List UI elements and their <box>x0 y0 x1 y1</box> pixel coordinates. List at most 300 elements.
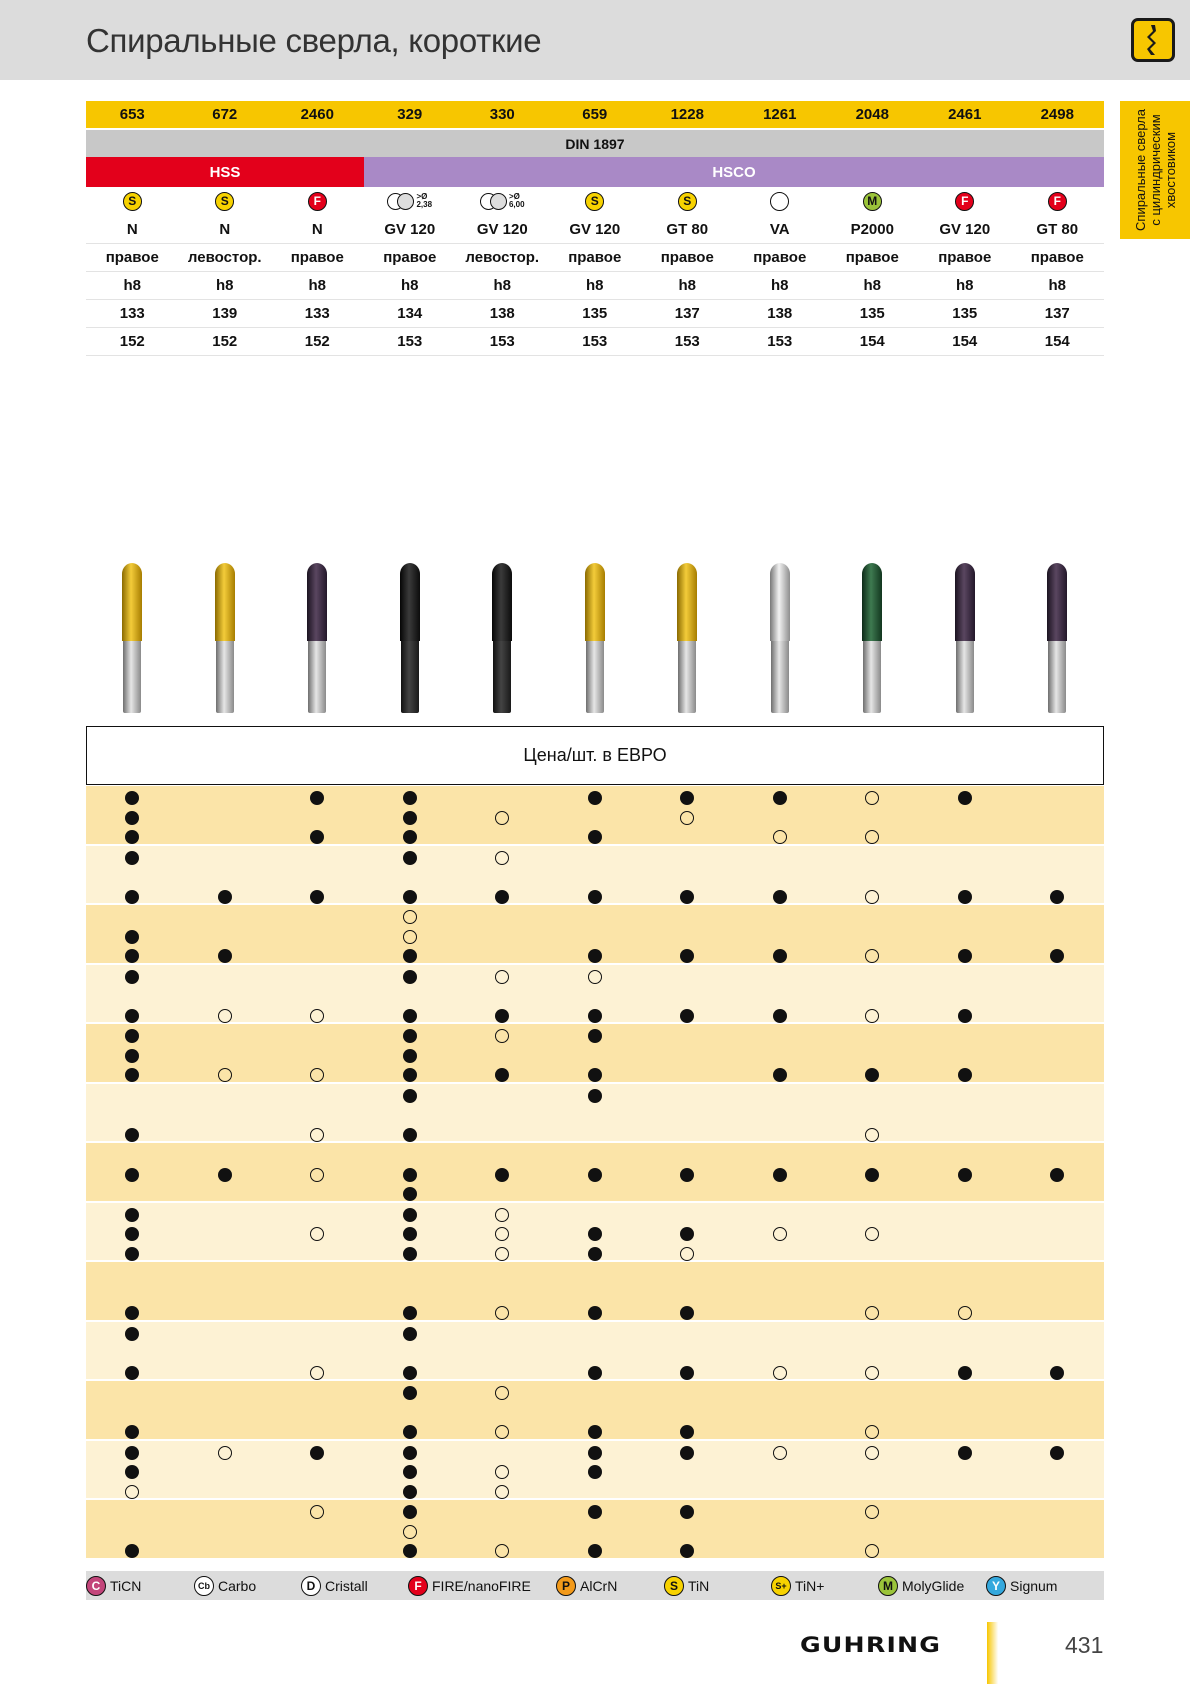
coating-badge-icon: F <box>1048 192 1067 211</box>
tolerance: h8 <box>493 276 511 294</box>
primary-suitability-dot <box>588 1029 602 1043</box>
primary-suitability-dot <box>680 1009 694 1023</box>
primary-suitability-dot <box>310 791 324 805</box>
coating-badge-icon: P <box>556 1576 576 1596</box>
primary-suitability-dot <box>680 1446 694 1460</box>
secondary-suitability-dot <box>403 930 417 944</box>
primary-suitability-dot <box>495 1009 509 1023</box>
legend-item <box>664 1571 709 1600</box>
coating-cell <box>271 187 364 215</box>
primary-suitability-dot <box>588 890 602 904</box>
primary-suitability-dot <box>588 1009 602 1023</box>
primary-suitability-dot <box>495 1168 509 1182</box>
coating-cell <box>734 187 827 215</box>
catalog-page-ref: 133 <box>119 304 145 322</box>
legend-item <box>408 1571 531 1600</box>
primary-suitability-dot <box>403 1465 417 1479</box>
drill-image <box>400 563 420 713</box>
cutting-direction: правое <box>753 248 807 266</box>
cutting-direction: правое <box>105 248 159 266</box>
coating-badge-icon: C <box>86 1576 106 1596</box>
primary-suitability-dot <box>588 1544 602 1558</box>
primary-suitability-dot <box>403 1425 417 1439</box>
catalog-page-ref: 134 <box>397 304 423 322</box>
primary-suitability-dot <box>125 890 139 904</box>
page-ref-row-b <box>86 327 1104 356</box>
catalog-page-ref: 135 <box>952 304 978 322</box>
coating-cell <box>641 187 734 215</box>
primary-suitability-dot <box>680 890 694 904</box>
primary-suitability-dot <box>403 1386 417 1400</box>
material-band <box>86 1500 1104 1558</box>
cutting-direction: правое <box>660 248 714 266</box>
price-page-ref: 154 <box>859 332 885 350</box>
primary-suitability-dot <box>403 949 417 963</box>
legend-item <box>771 1571 824 1600</box>
secondary-suitability-dot <box>865 1425 879 1439</box>
drill-image <box>215 563 235 713</box>
secondary-suitability-dot <box>865 890 879 904</box>
drill-type: GV 120 <box>476 220 528 238</box>
primary-suitability-dot <box>680 1505 694 1519</box>
drill-type: GV 120 <box>939 220 991 238</box>
secondary-suitability-dot <box>310 1168 324 1182</box>
primary-suitability-dot <box>958 791 972 805</box>
primary-suitability-dot <box>588 1366 602 1380</box>
secondary-suitability-dot <box>773 1366 787 1380</box>
primary-suitability-dot <box>125 791 139 805</box>
legend-label: FIRE/nanoFIRE <box>432 1577 531 1594</box>
legend-label: TiN+ <box>795 1577 825 1594</box>
catalog-page-ref: 137 <box>674 304 700 322</box>
secondary-suitability-dot <box>495 851 509 865</box>
primary-suitability-dot <box>125 949 139 963</box>
secondary-suitability-dot <box>865 1505 879 1519</box>
primary-suitability-dot <box>588 949 602 963</box>
legend-item <box>878 1571 964 1600</box>
primary-suitability-dot <box>958 1068 972 1082</box>
secondary-suitability-dot <box>865 1366 879 1380</box>
legend-item <box>86 1571 141 1600</box>
legend-label: Signum <box>1010 1577 1058 1594</box>
secondary-suitability-dot <box>773 1227 787 1241</box>
primary-suitability-dot <box>125 1128 139 1142</box>
drill-image <box>955 563 975 713</box>
primary-suitability-dot <box>403 1544 417 1558</box>
material-band <box>86 786 1104 844</box>
material-band <box>86 1262 1104 1320</box>
secondary-suitability-dot <box>680 1247 694 1261</box>
cutting-direction: левостор. <box>187 248 262 266</box>
cutting-direction: левостор. <box>465 248 540 266</box>
legend-label: Cristall <box>325 1577 368 1594</box>
primary-suitability-dot <box>773 1009 787 1023</box>
primary-suitability-dot <box>310 1446 324 1460</box>
primary-suitability-dot <box>958 1009 972 1023</box>
primary-suitability-dot <box>125 1306 139 1320</box>
primary-suitability-dot <box>403 1306 417 1320</box>
primary-suitability-dot <box>125 811 139 825</box>
primary-suitability-dot <box>1050 1168 1064 1182</box>
secondary-suitability-dot <box>125 1485 139 1499</box>
coating-badge-icon: M <box>878 1576 898 1596</box>
article-code: 1261 <box>763 106 797 123</box>
din-row <box>86 130 1104 157</box>
primary-suitability-dot <box>958 1446 972 1460</box>
secondary-suitability-dot <box>865 830 879 844</box>
primary-suitability-dot <box>588 1446 602 1460</box>
secondary-suitability-dot <box>865 949 879 963</box>
secondary-suitability-dot <box>495 1386 509 1400</box>
article-code: 672 <box>212 106 238 123</box>
brand-logo: GUHRING <box>800 1633 942 1657</box>
catalog-page-ref: 133 <box>304 304 330 322</box>
primary-suitability-dot <box>680 791 694 805</box>
primary-suitability-dot <box>403 1366 417 1380</box>
page-ref-row-a <box>86 299 1104 328</box>
material-band <box>86 965 1104 1023</box>
dual-coating-icon <box>480 193 525 210</box>
article-code: 2461 <box>948 106 982 123</box>
primary-suitability-dot <box>125 1366 139 1380</box>
secondary-suitability-dot <box>865 1227 879 1241</box>
page-title: Спиральные сверла, короткие <box>86 22 542 59</box>
price-page-ref: 153 <box>582 332 608 350</box>
drill-type: GV 120 <box>384 220 436 238</box>
primary-suitability-dot <box>125 1465 139 1479</box>
price-page-ref: 154 <box>952 332 978 350</box>
article-code: 1228 <box>670 106 704 123</box>
tool-images <box>86 563 1104 713</box>
primary-suitability-dot <box>773 1168 787 1182</box>
primary-suitability-dot <box>125 930 139 944</box>
coating-cell <box>86 187 179 215</box>
tolerance: h8 <box>123 276 141 294</box>
primary-suitability-dot <box>958 1168 972 1182</box>
primary-suitability-dot <box>125 1227 139 1241</box>
coating-cell <box>919 187 1012 215</box>
coating-badge-icon: S <box>678 192 697 211</box>
article-code: 329 <box>397 106 423 123</box>
article-code: 2460 <box>300 106 334 123</box>
price-header <box>86 726 1104 785</box>
tolerance: h8 <box>863 276 881 294</box>
primary-suitability-dot <box>403 1485 417 1499</box>
price-page-ref: 153 <box>489 332 515 350</box>
primary-suitability-dot <box>588 1425 602 1439</box>
secondary-suitability-dot <box>495 970 509 984</box>
price-page-ref: 154 <box>1044 332 1070 350</box>
side-tab-line: с цилиндрическим <box>1147 114 1163 226</box>
group-hss: HSS <box>86 157 364 187</box>
coating-badge-icon: Cb <box>194 1576 214 1596</box>
primary-suitability-dot <box>403 1505 417 1519</box>
coating-legend <box>86 1571 1104 1600</box>
price-page-ref: 153 <box>767 332 793 350</box>
material-band <box>86 1381 1104 1439</box>
primary-suitability-dot <box>403 1227 417 1241</box>
secondary-suitability-dot <box>773 830 787 844</box>
secondary-suitability-dot <box>588 970 602 984</box>
side-tab-label <box>1120 101 1190 239</box>
primary-suitability-dot <box>310 890 324 904</box>
legend-label: Carbo <box>218 1577 257 1594</box>
tolerance: h8 <box>400 276 419 294</box>
primary-suitability-dot <box>958 949 972 963</box>
price-page-ref: 152 <box>119 332 145 350</box>
type-row <box>86 215 1104 244</box>
material-band <box>86 1322 1104 1380</box>
primary-suitability-dot <box>1050 890 1064 904</box>
cutting-direction: правое <box>845 248 899 266</box>
primary-suitability-dot <box>588 1306 602 1320</box>
secondary-suitability-dot <box>495 1465 509 1479</box>
secondary-suitability-dot <box>495 1227 509 1241</box>
side-tab-line: хвостовиком <box>1162 131 1178 209</box>
secondary-suitability-dot <box>865 1128 879 1142</box>
price-page-ref: 152 <box>304 332 330 350</box>
primary-suitability-dot <box>403 1247 417 1261</box>
secondary-suitability-dot <box>865 1544 879 1558</box>
primary-suitability-dot <box>588 1089 602 1103</box>
secondary-suitability-dot <box>680 811 694 825</box>
drill-type: GV 120 <box>569 220 621 238</box>
primary-suitability-dot <box>1050 1446 1064 1460</box>
tolerance: h8 <box>215 276 234 294</box>
drill-image <box>1047 563 1067 713</box>
primary-suitability-dot <box>865 1068 879 1082</box>
drill-type: VA <box>769 220 790 238</box>
material-band <box>86 905 1104 963</box>
coating-cell <box>1011 187 1104 215</box>
primary-suitability-dot <box>773 791 787 805</box>
primary-suitability-dot <box>403 1208 417 1222</box>
secondary-suitability-dot <box>495 1208 509 1222</box>
coating-cell <box>364 187 457 215</box>
primary-suitability-dot <box>125 1327 139 1341</box>
article-code: 2498 <box>1040 106 1074 123</box>
direction-row <box>86 243 1104 272</box>
drill-type: N <box>219 220 231 238</box>
primary-suitability-dot <box>403 1446 417 1460</box>
coating-badge-icon: M <box>863 192 882 211</box>
primary-suitability-dot <box>403 791 417 805</box>
primary-suitability-dot <box>1050 1366 1064 1380</box>
primary-suitability-dot <box>125 970 139 984</box>
secondary-suitability-dot <box>865 791 879 805</box>
group-hsco: HSCO <box>364 157 1104 187</box>
coating-badge-icon: S <box>664 1576 684 1596</box>
primary-suitability-dot <box>403 1168 417 1182</box>
primary-suitability-dot <box>310 830 324 844</box>
article-code: 659 <box>582 106 608 123</box>
primary-suitability-dot <box>403 970 417 984</box>
secondary-suitability-dot <box>865 1446 879 1460</box>
secondary-suitability-dot <box>310 1009 324 1023</box>
primary-suitability-dot <box>403 1049 417 1063</box>
primary-suitability-dot <box>773 890 787 904</box>
primary-suitability-dot <box>773 949 787 963</box>
tolerance: h8 <box>1048 276 1066 294</box>
coating-badge-icon: Y <box>986 1576 1006 1596</box>
secondary-suitability-dot <box>958 1306 972 1320</box>
coating-diameter-note: >Ø 6,00 <box>508 192 525 209</box>
catalog-page-ref: 139 <box>212 304 238 322</box>
article-code: 653 <box>119 106 145 123</box>
primary-suitability-dot <box>588 1505 602 1519</box>
primary-suitability-dot <box>588 791 602 805</box>
primary-suitability-dot <box>125 1247 139 1261</box>
dual-coating-icon <box>387 193 432 210</box>
drill-type: P2000 <box>850 220 894 238</box>
primary-suitability-dot <box>125 1425 139 1439</box>
coating-badge-icon: D <box>301 1576 321 1596</box>
catalog-page-ref: 138 <box>489 304 515 322</box>
primary-suitability-dot <box>125 1049 139 1063</box>
material-band <box>86 846 1104 904</box>
primary-suitability-dot <box>588 1227 602 1241</box>
secondary-suitability-dot <box>773 1446 787 1460</box>
page-header <box>0 0 1190 80</box>
coating-badge-icon: S <box>215 192 234 211</box>
material-band <box>86 1084 1104 1142</box>
legend-item <box>556 1571 617 1600</box>
primary-suitability-dot <box>680 1366 694 1380</box>
primary-suitability-dot <box>125 1068 139 1082</box>
coating-badge-icon: F <box>408 1576 428 1596</box>
primary-suitability-dot <box>588 830 602 844</box>
primary-suitability-dot <box>125 851 139 865</box>
secondary-suitability-dot <box>310 1068 324 1082</box>
drill-type: N <box>126 220 138 238</box>
secondary-suitability-dot <box>403 910 417 924</box>
legend-item <box>986 1571 1057 1600</box>
coating-badge-icon <box>770 192 789 211</box>
primary-suitability-dot <box>680 1544 694 1558</box>
primary-suitability-dot <box>403 1089 417 1103</box>
price-page-ref: 152 <box>212 332 238 350</box>
secondary-suitability-dot <box>495 811 509 825</box>
primary-suitability-dot <box>403 1128 417 1142</box>
secondary-suitability-dot <box>495 1306 509 1320</box>
drill-image <box>492 563 512 713</box>
price-page-ref: 153 <box>397 332 423 350</box>
material-band <box>86 1143 1104 1201</box>
article-code-row <box>86 101 1104 128</box>
primary-suitability-dot <box>495 1068 509 1082</box>
primary-suitability-dot <box>218 949 232 963</box>
primary-suitability-dot <box>403 1327 417 1341</box>
primary-suitability-dot <box>218 890 232 904</box>
primary-suitability-dot <box>680 1168 694 1182</box>
drill-icon <box>1131 18 1175 62</box>
tolerance: h8 <box>770 276 789 294</box>
side-tab[interactable] <box>1120 101 1190 239</box>
cutting-direction: правое <box>568 248 622 266</box>
price-label: Цена/шт. в ЕВРО <box>523 745 667 765</box>
coating-badge-icon: S <box>123 192 142 211</box>
coating-cell <box>456 187 549 215</box>
secondary-suitability-dot <box>403 1525 417 1539</box>
drill-image <box>677 563 697 713</box>
primary-suitability-dot <box>403 851 417 865</box>
secondary-suitability-dot <box>310 1366 324 1380</box>
drill-image <box>770 563 790 713</box>
cutting-direction: правое <box>383 248 437 266</box>
coating-cell <box>179 187 272 215</box>
article-code: 2048 <box>855 106 889 123</box>
page-number: 431 <box>1065 1632 1104 1658</box>
primary-suitability-dot <box>125 1208 139 1222</box>
tolerance: h8 <box>955 276 974 294</box>
legend-label: TiN <box>688 1577 710 1594</box>
tolerance: h8 <box>678 276 696 294</box>
secondary-suitability-dot <box>310 1505 324 1519</box>
coating-badge-icon: S <box>585 192 604 211</box>
coating-badge-icon: F <box>308 192 327 211</box>
secondary-suitability-dot <box>495 1247 509 1261</box>
primary-suitability-dot <box>495 890 509 904</box>
din-label: DIN 1897 <box>565 135 625 152</box>
drill-type: GT 80 <box>1036 220 1079 238</box>
primary-suitability-dot <box>773 1068 787 1082</box>
cutting-direction: правое <box>938 248 992 266</box>
secondary-suitability-dot <box>495 1029 509 1043</box>
primary-suitability-dot <box>403 890 417 904</box>
legend-item <box>194 1571 256 1600</box>
primary-suitability-dot <box>403 1029 417 1043</box>
coating-badge-icon: F <box>955 192 974 211</box>
primary-suitability-dot <box>125 1029 139 1043</box>
coating-badge-icon: S+ <box>771 1576 791 1596</box>
primary-suitability-dot <box>125 1168 139 1182</box>
catalog-page-ref: 137 <box>1044 304 1070 322</box>
tolerance: h8 <box>308 276 326 294</box>
tolerance: h8 <box>585 276 604 294</box>
coating-cell <box>826 187 919 215</box>
primary-suitability-dot <box>403 830 417 844</box>
primary-suitability-dot <box>680 1306 694 1320</box>
coating-diameter-note: >Ø 2,38 <box>416 192 433 209</box>
coating-row <box>86 187 1104 215</box>
primary-suitability-dot <box>125 1544 139 1558</box>
drill-type: GT 80 <box>666 220 709 238</box>
secondary-suitability-dot <box>495 1544 509 1558</box>
secondary-suitability-dot <box>865 1009 879 1023</box>
tolerance-row <box>86 271 1104 300</box>
price-page-ref: 153 <box>674 332 700 350</box>
primary-suitability-dot <box>125 1009 139 1023</box>
material-band <box>86 1203 1104 1261</box>
primary-suitability-dot <box>588 1068 602 1082</box>
primary-suitability-dot <box>403 1187 417 1201</box>
catalog-page-ref: 135 <box>582 304 608 322</box>
legend-label: MolyGlide <box>902 1577 965 1594</box>
article-code: 330 <box>489 106 515 123</box>
primary-suitability-dot <box>958 1366 972 1380</box>
footer-accent-bar <box>987 1622 1001 1684</box>
primary-suitability-dot <box>680 1227 694 1241</box>
secondary-suitability-dot <box>865 1306 879 1320</box>
primary-suitability-dot <box>1050 949 1064 963</box>
primary-suitability-dot <box>218 1168 232 1182</box>
drill-image <box>307 563 327 713</box>
primary-suitability-dot <box>588 1247 602 1261</box>
catalog-page-ref: 135 <box>859 304 885 322</box>
legend-item <box>301 1571 368 1600</box>
drill-image <box>122 563 142 713</box>
primary-suitability-dot <box>680 949 694 963</box>
